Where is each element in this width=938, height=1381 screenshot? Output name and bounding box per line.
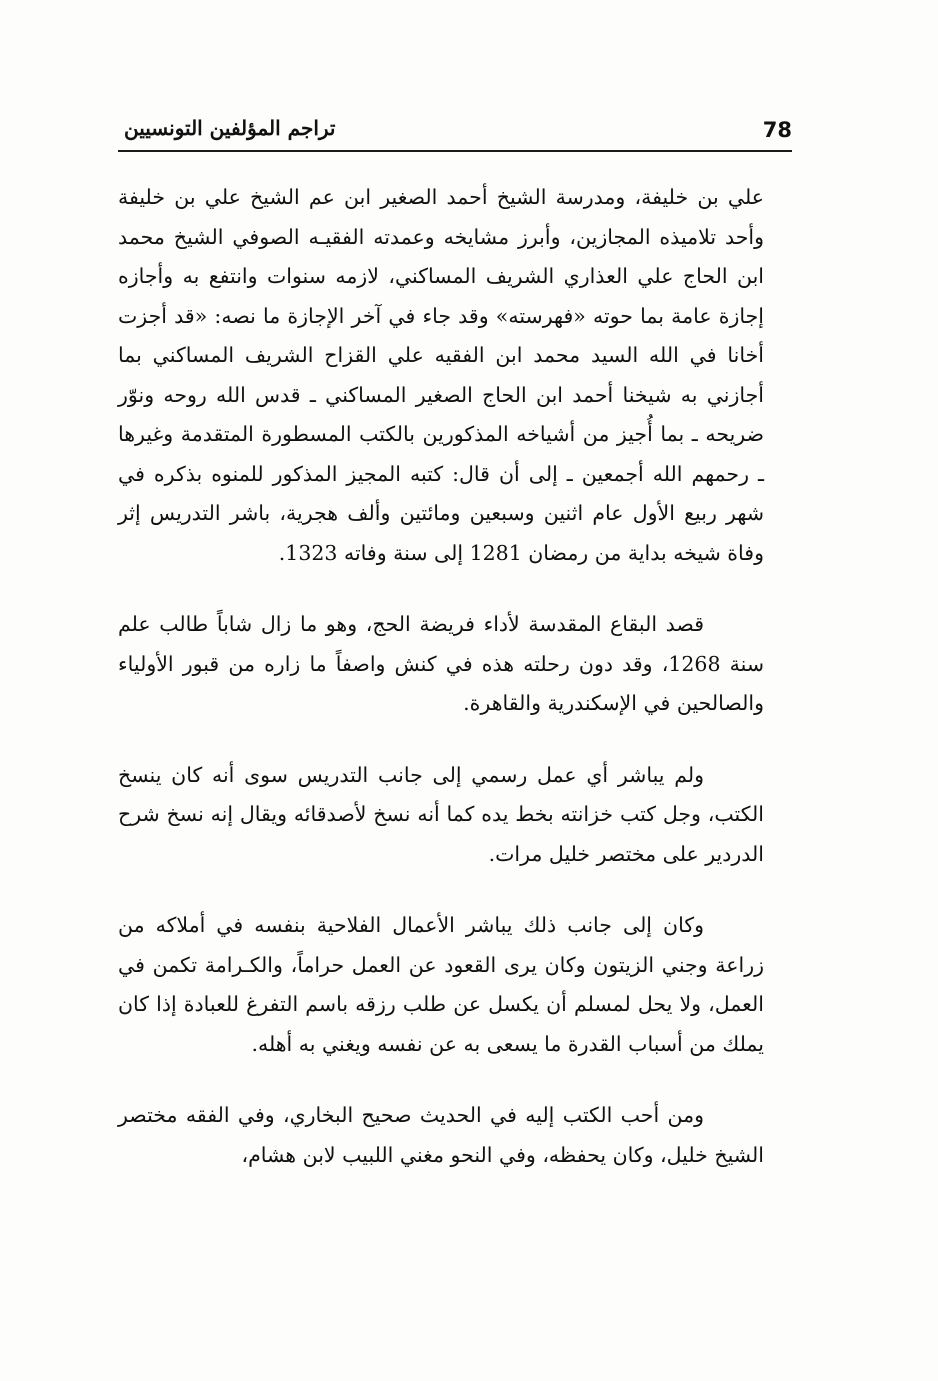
paragraph-4: وكان إلى جانب ذلك يباشر الأعمال الفلاحية بنفسه في أملاكه من زراعة وجني الزيتون وكان يرى القعود عن العمل حراماً، والكـرامة تكمن في العمل، ولا يحل لمسلم أن يكسل عن طلب رزقه باسم التفرغ للعبادة إذا كان يملك من أسباب القدرة ما يسعى به عن نفسه ويغني به أهله. bbox=[118, 913, 764, 1056]
paragraph-3: ولم يباشر أي عمل رسمي إلى جانب التدريس سوى أنه كان ينسخ الكتب، وجل كتب خزانته بخط يده كما أنه نسخ لأصدقائه ويقال إنه نسخ شرح الدردير على مختصر خليل مرات. bbox=[118, 762, 764, 866]
page-number: 78 bbox=[762, 118, 792, 142]
paragraph-1: علي بن خليفة، ومدرسة الشيخ أحمد الصغير ابن عم الشيخ علي بن خليفة وأحد تلاميذه المجازين، وأبرز مشايخه وعمدته الفقيـه الصوفي الشيخ محمد ابن الحاج علي العذاري الشريف المساكني، لازمه سنوات وانتفع به وأجازه إجازة عامة بما حوته «فهرسته» وقد جاء في آخر الإجازة ما نصه: «قد أجزت أخانا في الله السيد محمد ابن الفقيه علي القزاح الشريف المساكني بما أجازني به شيخنا أحمد ابن الحاج الصغير المساكني ـ قدس الله روحه ونوّر ضريحه ـ بما أُجيز من أشياخه المذكورين بالكتب المسطورة المتقدمة وغيرها ـ رحمهم الله أجمعين ـ إلى أن قال: كتبه المجيز المذكور للمنوه بذكره في شهر ربيع الأول عام اثنين وسبعين ومائتين وألف هجرية، باشر التدريس إثر وفاة شيخه بداية من رمضان 1281 إلى سنة وفاته 1323. bbox=[118, 185, 764, 565]
paragraph-2: قصد البقاع المقدسة لأداء فريضة الحج، وهو ما زال شاباً طالب علم سنة 1268، وقد دون رحلته هذه في كنش واصفاً ما زاره من قبور الأولياء والصالحين في الإسكندرية والقاهرة. bbox=[118, 612, 765, 715]
page-header bbox=[118, 112, 792, 152]
running-title: تراجم المؤلفين التونسيين bbox=[124, 116, 336, 140]
page-body bbox=[118, 178, 764, 1175]
header-divider bbox=[118, 150, 792, 152]
paragraph-5: ومن أحب الكتب إليه في الحديث صحيح البخاري، وفي الفقه مختصر الشيخ خليل، وكان يحفظه، وفي النحو مغني اللبيب لابن هشام، bbox=[118, 1103, 764, 1167]
